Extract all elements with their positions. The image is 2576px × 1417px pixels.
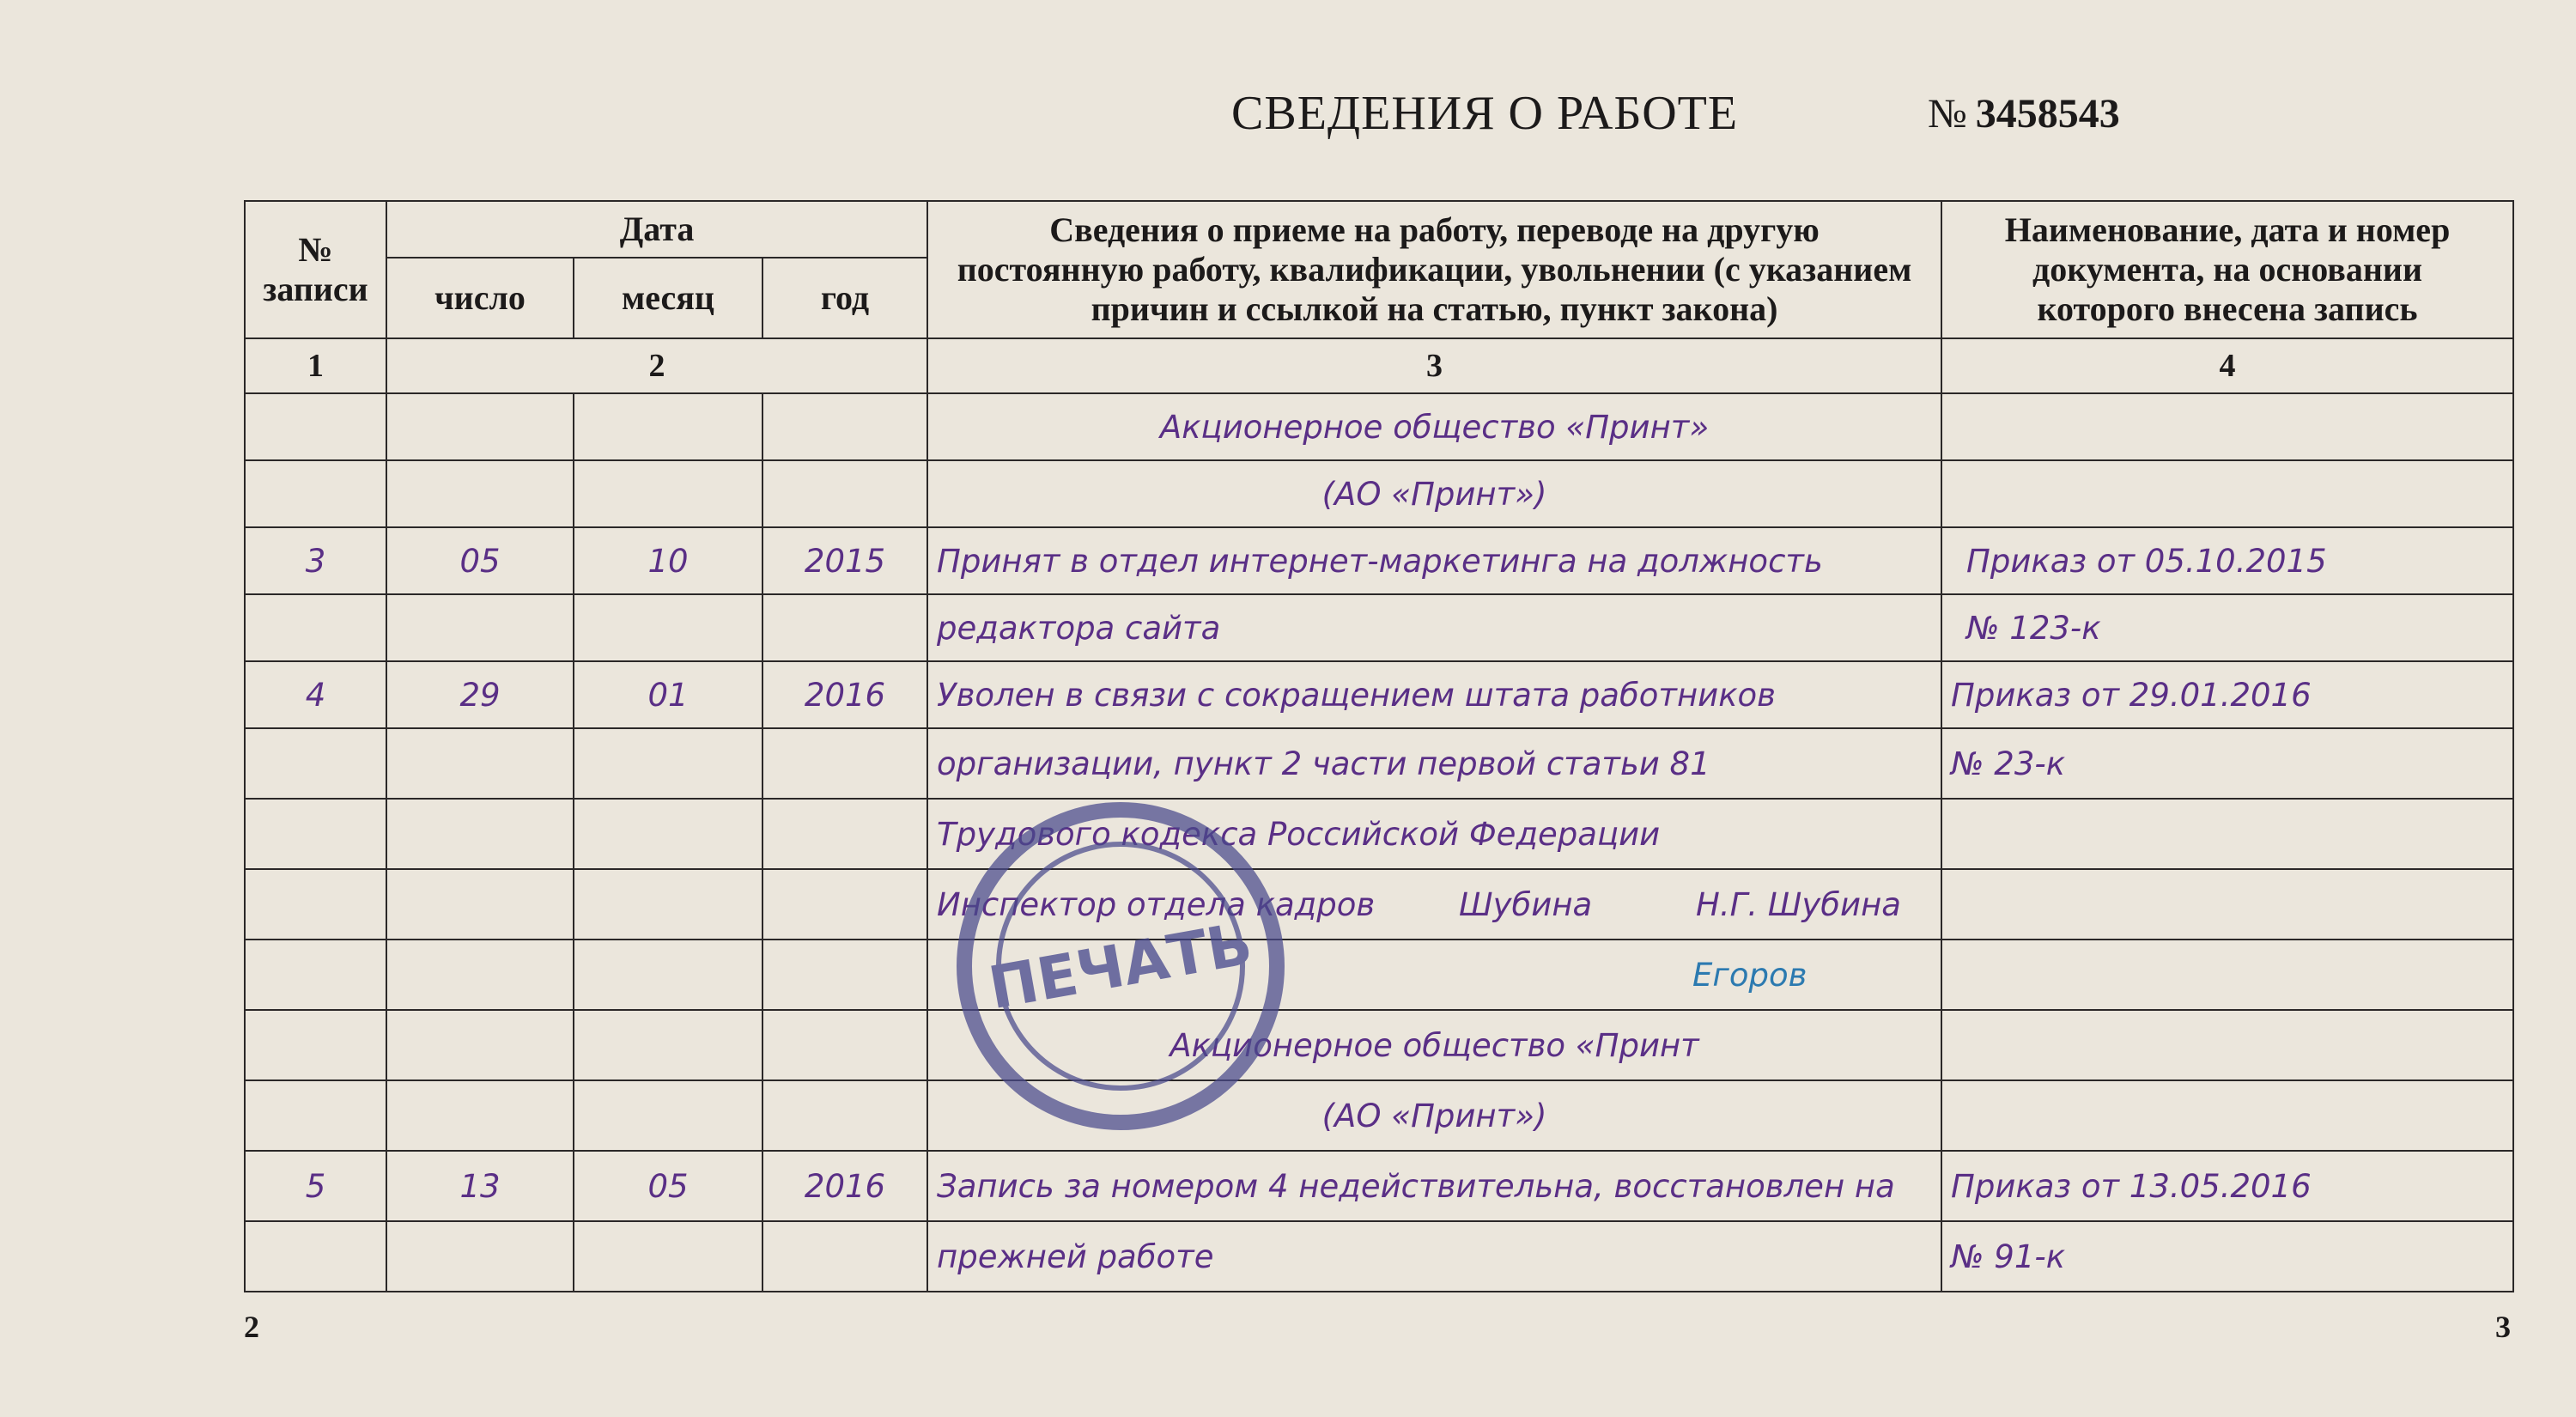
day-cell: [386, 1221, 574, 1292]
record-no-cell: [245, 1080, 386, 1151]
work-record-table: [244, 200, 2514, 1292]
record-no-cell: [245, 460, 386, 527]
signature-cell: [927, 869, 1941, 940]
record-no-cell: 3: [245, 527, 386, 594]
doc-cell: [1941, 1010, 2513, 1080]
document-number: [1928, 90, 2120, 137]
year-cell: 2016: [762, 661, 927, 728]
table-row: [245, 594, 2513, 661]
day-cell: [386, 1010, 574, 1080]
number-value: 3458543: [1975, 91, 2120, 137]
year-cell: [762, 799, 927, 869]
signature-line: [937, 886, 1941, 923]
record-no-cell: [245, 799, 386, 869]
header-year: год: [762, 258, 927, 338]
doc-cell: [1941, 869, 2513, 940]
header-info: Сведения о приеме на работу, переводе на другую постоянную работу, квалификации, увольнении (с указанием причин и ссылкой на статью, пункт закона): [927, 201, 1941, 338]
doc-cell: [1941, 393, 2513, 460]
month-cell: [574, 940, 762, 1010]
column-numbers-row: [245, 338, 2513, 393]
doc-cell: Приказ от 29.01.2016: [1941, 661, 2513, 728]
table-row: [245, 393, 2513, 460]
record-no-cell: 4: [245, 661, 386, 728]
table-row: [245, 460, 2513, 527]
info-cell: организации, пункт 2 части первой статьи 81: [927, 728, 1941, 799]
record-no-cell: [245, 594, 386, 661]
month-cell: [574, 393, 762, 460]
year-cell: [762, 1080, 927, 1151]
employee-signature: Егоров: [1692, 956, 1807, 994]
doc-cell: Приказ от 05.10.2015: [1941, 527, 2513, 594]
record-no-cell: [245, 1221, 386, 1292]
month-cell: [574, 1010, 762, 1080]
month-cell: [574, 728, 762, 799]
day-cell: [386, 460, 574, 527]
hr-inspector-signature: Шубина: [1459, 885, 1593, 923]
info-cell: Уволен в связи с сокращением штата работников: [927, 661, 1941, 728]
year-cell: [762, 1010, 927, 1080]
month-cell: 01: [574, 661, 762, 728]
table-row: [245, 1010, 2513, 1080]
stamp-text: ПЕЧАТЬ: [983, 909, 1258, 1024]
year-cell: [762, 940, 927, 1010]
day-cell: [386, 1080, 574, 1151]
header-day: число: [386, 258, 574, 338]
table-row: [245, 1080, 2513, 1151]
column-number: 3: [927, 338, 1941, 393]
record-no-cell: [245, 393, 386, 460]
year-cell: 2016: [762, 1151, 927, 1221]
header-date: Дата: [386, 201, 927, 258]
info-cell: Запись за номером 4 недействительна, восстановлен на: [927, 1151, 1941, 1221]
info-cell: Принят в отдел интернет-маркетинга на должность: [927, 527, 1941, 594]
column-number: 2: [386, 338, 927, 393]
doc-cell: № 91-к: [1941, 1221, 2513, 1292]
document-title: СВЕДЕНИЯ О РАБОТЕ: [1231, 87, 1739, 140]
record-no-cell: [245, 869, 386, 940]
year-cell: [762, 1221, 927, 1292]
table-row: [245, 661, 2513, 728]
column-number: 1: [245, 338, 386, 393]
info-cell: (АО «Принт»): [927, 460, 1941, 527]
header-month: месяц: [574, 258, 762, 338]
header-doc: Наименование, дата и номер документа, на основании которого внесена запись: [1941, 201, 2513, 338]
day-cell: 13: [386, 1151, 574, 1221]
hr-inspector-position: Инспектор отдела кадров: [937, 885, 1376, 923]
doc-cell: [1941, 940, 2513, 1010]
month-cell: [574, 594, 762, 661]
day-cell: [386, 393, 574, 460]
doc-cell: № 23-к: [1941, 728, 2513, 799]
info-cell: Трудового кодекса Российской Федерации: [927, 799, 1941, 869]
column-number: 4: [1941, 338, 2513, 393]
table-row: [245, 1221, 2513, 1292]
info-cell: редактора сайта: [927, 594, 1941, 661]
page-number-right: 3: [2495, 1310, 2511, 1344]
hr-inspector-name: Н.Г. Шубина: [1696, 885, 1901, 923]
header-record-no: № записи: [245, 201, 386, 338]
doc-cell: [1941, 799, 2513, 869]
month-cell: [574, 869, 762, 940]
year-cell: [762, 460, 927, 527]
employee-signature-cell: [927, 940, 1941, 1010]
table-row: [245, 527, 2513, 594]
record-no-cell: 5: [245, 1151, 386, 1221]
day-cell: [386, 799, 574, 869]
month-cell: [574, 1080, 762, 1151]
day-cell: [386, 594, 574, 661]
day-cell: [386, 869, 574, 940]
year-cell: [762, 728, 927, 799]
page-number-left: 2: [244, 1310, 259, 1344]
table-row: [245, 940, 2513, 1010]
month-cell: [574, 799, 762, 869]
info-cell: (АО «Принт»): [927, 1080, 1941, 1151]
table-row: [245, 799, 2513, 869]
day-cell: 05: [386, 527, 574, 594]
table-row: [245, 728, 2513, 799]
year-cell: [762, 594, 927, 661]
doc-cell: № 123-к: [1941, 594, 2513, 661]
month-cell: [574, 460, 762, 527]
day-cell: 29: [386, 661, 574, 728]
year-cell: [762, 393, 927, 460]
month-cell: 10: [574, 527, 762, 594]
doc-cell: Приказ от 13.05.2016: [1941, 1151, 2513, 1221]
record-no-cell: [245, 940, 386, 1010]
doc-cell: [1941, 1080, 2513, 1151]
month-cell: [574, 1221, 762, 1292]
year-cell: 2015: [762, 527, 927, 594]
number-sign: №: [1928, 91, 1967, 137]
month-cell: 05: [574, 1151, 762, 1221]
year-cell: [762, 869, 927, 940]
table-row: [245, 1151, 2513, 1221]
table-row: [245, 869, 2513, 940]
record-no-cell: [245, 728, 386, 799]
doc-cell: [1941, 460, 2513, 527]
day-cell: [386, 940, 574, 1010]
info-cell: Акционерное общество «Принт: [927, 1010, 1941, 1080]
info-cell: Акционерное общество «Принт»: [927, 393, 1941, 460]
record-no-cell: [245, 1010, 386, 1080]
info-cell: прежней работе: [927, 1221, 1941, 1292]
day-cell: [386, 728, 574, 799]
